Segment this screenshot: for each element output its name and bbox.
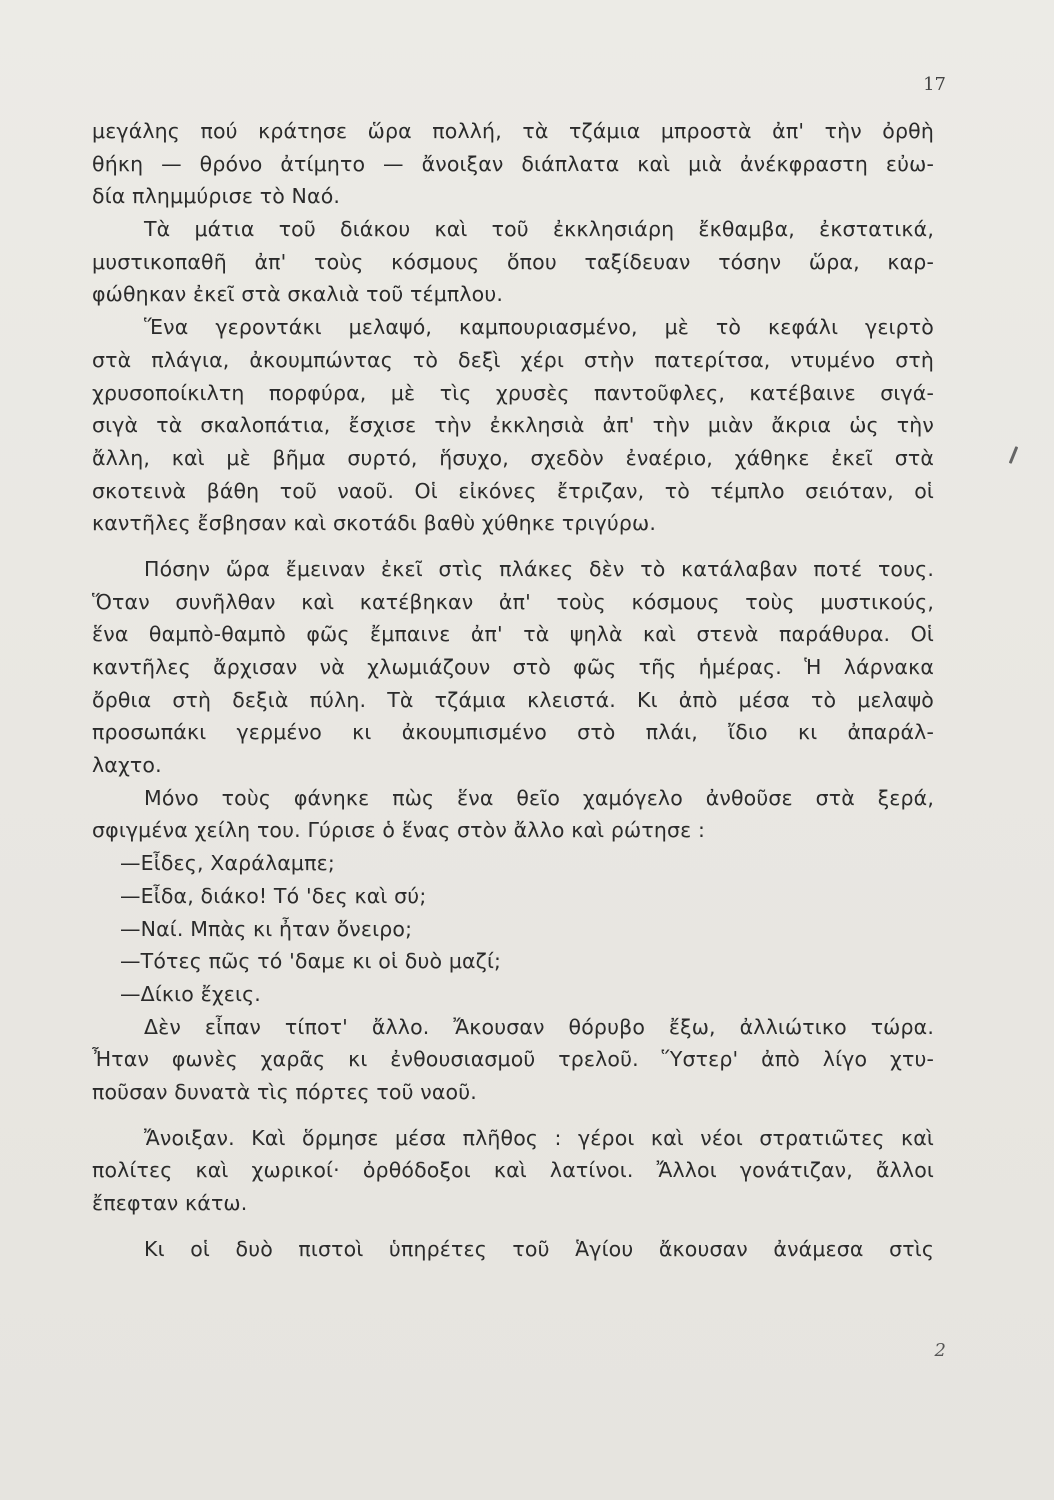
text-line: καντῆλες ἔσβησαν καὶ σκοτάδι βαθὺ χύθηκε τριγύρω. (92, 511, 657, 536)
text-line: Κι οἱ δυὸ πιστοὶ ὑπηρέτες τοῦ Ἁγίου ἄκουσαν ἀνάμεσα στὶς (144, 1236, 934, 1261)
text-line: μυστικοπαθῆ ἀπ' τοὺς κόσμους ὅπου ταξίδευαν τόσην ὥρα, καρ- (92, 249, 934, 274)
text-line: Ἄνοιξαν. Καὶ ὅρμησε μέσα πλῆθος : γέροι καὶ νέοι στρατιῶτες καὶ (144, 1125, 934, 1150)
text-line: ὄρθια στὴ δεξιὰ πύλη. Τὰ τζάμια κλειστά. Κι ἀπὸ μέσα τὸ μελαψὸ (92, 687, 934, 712)
text-line: σιγὰ τὰ σκαλοπάτια, ἔσχισε τὴν ἐκκλησιὰ ἀπ' τὴν μιὰν ἄκρια ὡς τὴν (92, 413, 934, 438)
text-line: ἔπεφταν κάτω. (92, 1191, 248, 1215)
text-line: Ἦταν φωνὲς χαρᾶς κι ἐνθουσιασμοῦ τρελοῦ. Ὕστερ' ἀπὸ λίγο χτυ- (92, 1047, 934, 1072)
stray-pen-mark (1009, 446, 1019, 464)
text-line: προσωπάκι γερμένο κι ἀκουμπισμένο στὸ πλάι, ἴδιο κι ἀπαράλ- (92, 720, 934, 745)
text-line: ἕνα θαμπὸ-θαμπὸ φῶς ἔμπαινε ἀπ' τὰ ψηλὰ καὶ στενὰ παράθυρα. Οἱ (92, 622, 934, 647)
text-line: σκοτεινὰ βάθη τοῦ ναοῦ. Οἱ εἰκόνες ἔτριζαν, τὸ τέμπλο σειόταν, οἱ (92, 478, 934, 503)
dialog-line: —Εἶδες, Χαράλαμπε; (120, 851, 335, 876)
body-text (92, 115, 934, 1265)
text-line: Ἕνα γεροντάκι μελαψό, καμπουριασμένο, μὲ τὸ κεφάλι γειρτὸ (144, 315, 934, 340)
signature-mark: 2 (934, 1340, 946, 1361)
text-line: καντῆλες ἄρχισαν νὰ χλωμιάζουν στὸ φῶς τῆς ἡμέρας. Ἡ λάρνακα (92, 655, 934, 679)
text-line: Ὅταν συνῆλθαν καὶ κατέβηκαν ἀπ' τοὺς κόσμους τοὺς μυστικούς, (92, 589, 934, 614)
text-line: ἄλλη, καὶ μὲ βῆμα συρτό, ἥσυχο, σχεδὸν ἐναέριο, χάθηκε ἐκεῖ στὰ (92, 445, 934, 470)
text-line: σφιγμένα χείλη του. Γύρισε ὁ ἕνας στὸν ἄλλο καὶ ρώτησε : (92, 818, 706, 843)
text-line: Μόνο τοὺς φάνηκε πὼς ἕνα θεῖο χαμόγελο ἀνθοῦσε στὰ ξερά, (144, 785, 934, 810)
dialog-line: —Δίκιο ἔχεις. (120, 981, 261, 1006)
dialog-line: —Τότες πῶς τό 'δαμε κι οἱ δυὸ μαζί; (120, 949, 502, 974)
text-line: στὰ πλάγια, ἀκουμπώντας τὸ δεξὶ χέρι στὴν πατερίτσα, ντυμένο στὴ (92, 347, 934, 372)
text-line: φώθηκαν ἐκεῖ στὰ σκαλιὰ τοῦ τέμπλου. (92, 282, 504, 307)
text-line: πολίτες καὶ χωρικοί· ὀρθόδοξοι καὶ λατίνοι. Ἄλλοι γονάτιζαν, ἄλλοι (92, 1158, 934, 1183)
text-line: μεγάλης πού κράτησε ὥρα πολλή, τὰ τζάμια μπροστὰ ἀπ' τὴν ὀρθὴ (92, 119, 934, 143)
dialog-line: —Εἶδα, διάκο! Τό 'δες καὶ σύ; (120, 883, 427, 908)
dialog-line: —Ναί. Μπὰς κι ἦταν ὄνειρο; (120, 916, 413, 941)
text-line: Δὲν εἶπαν τίποτ' ἄλλο. Ἄκουσαν θόρυβο ἔξω, ἀλλιώτικο τώρα. (144, 1014, 934, 1039)
text-line: θήκη — θρόνο ἀτίμητο — ἄνοιξαν διάπλατα καὶ μιὰ ἀνέκφραστη εὐω- (92, 151, 934, 176)
page-number: 17 (923, 74, 946, 95)
text-line: λαχτο. (92, 753, 162, 778)
text-line: δία πλημμύρισε τὸ Ναό. (92, 184, 341, 209)
text-line: Τὰ μάτια τοῦ διάκου καὶ τοῦ ἐκκλησιάρη ἔκθαμβα, ἐκστατικά, (144, 217, 934, 242)
text-line: Πόσην ὥρα ἔμειναν ἐκεῖ στὶς πλάκες δὲν τὸ κατάλαβαν ποτέ τους. (144, 556, 934, 581)
text-line: χρυσοποίκιλτη πορφύρα, μὲ τὶς χρυσὲς παντοῦφλες, κατέβαινε σιγά- (92, 380, 934, 405)
text-line: ποῦσαν δυνατὰ τὶς πόρτες τοῦ ναοῦ. (92, 1079, 477, 1104)
